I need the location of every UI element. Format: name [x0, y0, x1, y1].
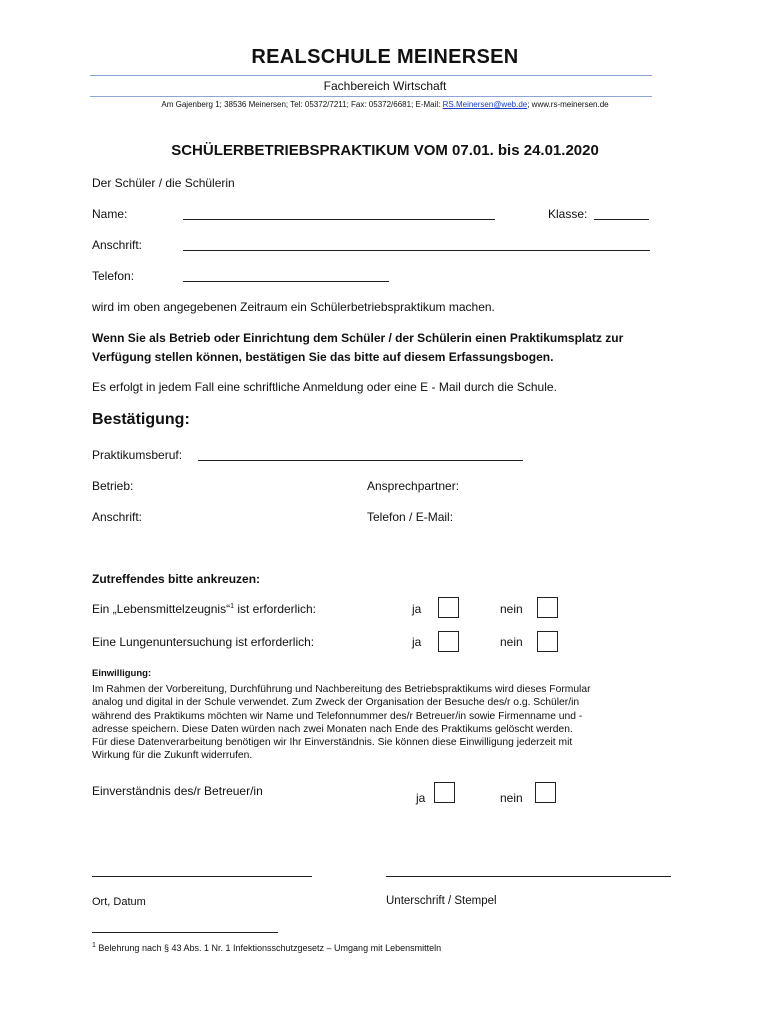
agreement-yes-checkbox[interactable]	[434, 782, 455, 803]
consent-heading: Einwilligung:	[92, 668, 152, 679]
name-field[interactable]	[183, 219, 495, 220]
statement: wird im oben angegebenen Zeitraum ein Schülerbetriebspraktikum machen.	[92, 300, 495, 314]
consent-line-5: Für diese Datenverarbeitung benötigen wir Ihr Einverständnis. Sie können diese Einwilligung jederzeit mit	[92, 737, 573, 749]
student-phone-label: Telefon:	[92, 269, 135, 283]
class-label: Klasse:	[548, 207, 588, 221]
school-name: REALSCHULE MEINERSEN	[251, 46, 519, 68]
food-cert-yes-label: ja	[412, 602, 422, 616]
agreement-label: Einverständnis des/r Betreuer/in	[92, 784, 263, 798]
footnote-divider	[92, 932, 278, 933]
footnote-text: Belehrung nach § 43 Abs. 1 Nr. 1 Infektionsschutzgesetz – Umgang mit Lebensmitteln	[95, 943, 442, 953]
lung-exam-question: Eine Lungenuntersuchung ist erforderlich:	[92, 635, 315, 649]
place-date-field[interactable]	[92, 876, 312, 877]
food-cert-no-label: nein	[500, 602, 523, 616]
phone-email-label: Telefon / E-Mail:	[367, 510, 454, 524]
footnote-marker: 1	[92, 942, 96, 949]
lung-exam-yes-checkbox[interactable]	[438, 631, 459, 652]
request-line-2: Verfügung stellen können, bestätigen Sie das bitte auf diesem Erfassungsbogen.	[92, 350, 554, 364]
food-cert-no-checkbox[interactable]	[537, 597, 558, 618]
contact-label: Ansprechpartner:	[367, 479, 460, 493]
agreement-no-label: nein	[500, 791, 523, 805]
school-address	[0, 100, 770, 109]
company-label: Betrieb:	[92, 479, 134, 493]
agreement-yes-label: ja	[416, 791, 426, 805]
food-cert-suffix: ist erforderlich:	[233, 602, 317, 616]
student-intro: Der Schüler / die Schülerin	[92, 176, 235, 190]
consent-line-3: während des Praktikums möchten wir Name und Telefonnummer des/r Betreuer/in sowie Firmenname und -	[92, 710, 583, 722]
student-phone-field[interactable]	[183, 281, 389, 282]
food-cert-yes-checkbox[interactable]	[438, 597, 459, 618]
company-address-label: Anschrift:	[92, 510, 143, 524]
checks-heading: Zutreffendes bitte ankreuzen:	[92, 572, 261, 586]
department: Fachbereich Wirtschaft	[323, 79, 447, 93]
header-divider-top	[90, 75, 652, 76]
page-title: SCHÜLERBETRIEBSPRAKTIKUM VOM 07.01. bis 24.01.2020	[171, 142, 599, 159]
lung-exam-yes-label: ja	[412, 635, 422, 649]
agreement-no-checkbox[interactable]	[535, 782, 556, 803]
address-suffix: ; www.rs-meinersen.de	[527, 100, 609, 109]
profession-field[interactable]	[198, 460, 523, 461]
signature-field[interactable]	[386, 876, 671, 877]
place-date-label: Ort, Datum	[92, 896, 146, 908]
registration-note: Es erfolgt in jedem Fall eine schriftliche Anmeldung oder eine E - Mail durch die Schule.	[92, 380, 557, 394]
student-address-label: Anschrift:	[92, 238, 143, 252]
consent-text	[92, 683, 672, 763]
class-field[interactable]	[594, 219, 649, 220]
lung-exam-no-checkbox[interactable]	[537, 631, 558, 652]
food-certificate-question	[92, 602, 316, 616]
email-link[interactable]: RS.Meinersen@web.de	[442, 100, 528, 109]
confirmation-heading: Bestätigung:	[92, 411, 190, 428]
address-prefix: Am Gajenberg 1; 38536 Meinersen; Tel: 05372/7211; Fax: 05372/6681; E-Mail:	[161, 100, 443, 109]
footnote	[92, 942, 441, 953]
header-divider-bottom	[90, 96, 652, 97]
consent-line-1: Im Rahmen der Vorbereitung, Durchführung und Nachbereitung des Betriebspraktikums wird dieses Formular	[92, 684, 591, 695]
footnote-ref: 1	[230, 603, 234, 610]
name-label: Name:	[92, 207, 128, 221]
request-line-1: Wenn Sie als Betrieb oder Einrichtung dem Schüler / der Schülerin einen Praktikumsplatz zur	[92, 331, 624, 345]
profession-label: Praktikumsberuf:	[92, 448, 183, 462]
student-address-field[interactable]	[183, 250, 650, 251]
signature-stamp-label: Unterschrift / Stempel	[386, 895, 497, 907]
lung-exam-no-label: nein	[500, 635, 523, 649]
consent-line-2: analog und digital in der Schule verwendet. Zum Zweck der Organisation der Besuche des/r o.g. Schüler/in	[92, 697, 580, 709]
food-cert-text: Ein „Lebensmittelzeugnis“	[92, 602, 231, 616]
consent-line-6: Wirkung für die Zukunft widerrufen.	[92, 750, 253, 762]
consent-line-4: adresse speichern. Diese Daten würden nach zwei Monaten nach Ende des Praktikums gelöscht werden.	[92, 723, 573, 735]
